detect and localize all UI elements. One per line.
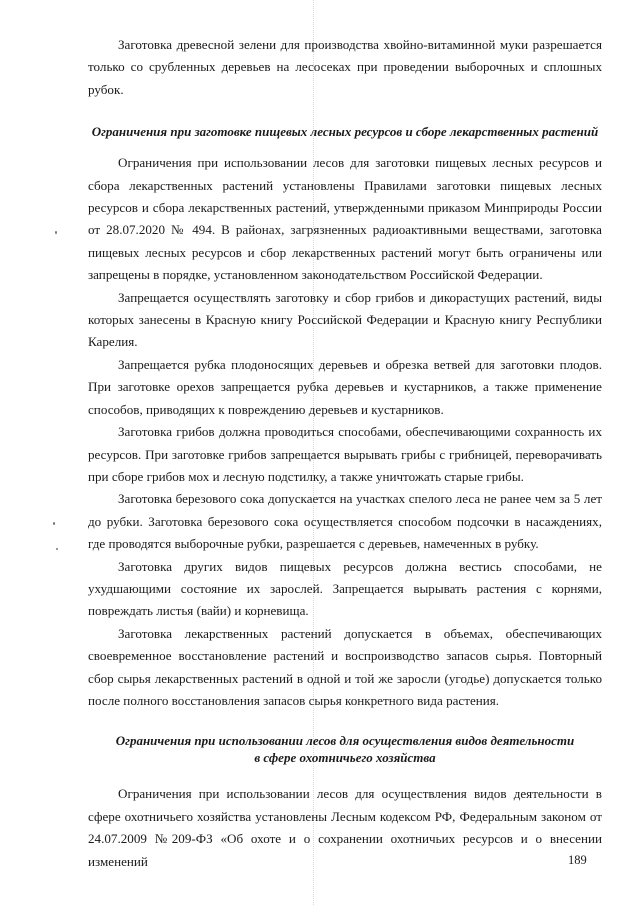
scan-speck xyxy=(53,522,55,525)
paragraph-hunting-restrictions: Ограничения при использовании лесов для осуществления видов деятельности в сфере охотничьего хозяйства установлены Лесным кодексом РФ, Федеральным законом от 24.07.2009 №209-ФЗ «Об охоте и о сохранении охотничьих ресурсов и о внесении изменений xyxy=(88,786,602,869)
paragraph-red-book: Запрещается осуществлять заготовку и сбор грибов и дикорастущих растений, виды которых занесены в Красную книгу Российской Федерации и Красную книгу Республики Карелия. xyxy=(88,289,602,350)
paragraph-medicinal-plants: Заготовка лекарственных растений допускается в объемах, обеспечивающих своевременное восстановление растений и воспроизводство запасов сырья. Повторный сбор сырья лекарственных растений в одной и той же заросли (угодье) допускается только после полного восстановления запасов сырья конкретного вида растения. xyxy=(88,625,602,708)
paragraph-restrictions-rules: Ограничения при использовании лесов для заготовки пищевых лесных ресурсов и сбора лекарственных растений установлены Правилами заготовки пищевых лесных ресурсов и сбора лекарственных растений, утвержденными приказом Минприроды России от 28.07.2020 № 494. В районах, загрязненных радиоактивными веществами, заготовка пищевых лесных ресурсов и сбор лекарственных растений могут быть ограничены или запрещены в порядке, установленном законодательством Российской Федерации. xyxy=(88,155,602,283)
scan-speck xyxy=(55,231,57,234)
scan-speck xyxy=(56,548,58,550)
document-page xyxy=(88,34,602,873)
intro-paragraph: Заготовка древесной зелени для производства хвойно-витаминной муки разрешается только со срубленных деревьев на лесосеках при проведении выборочных и сплошных рубок. xyxy=(88,37,602,97)
section-heading-hunting-line1: Ограничения при использовании лесов для осуществления видов деятельности xyxy=(115,733,575,749)
paragraph-birch-sap: Заготовка березового сока допускается на участках спелого леса не ранее чем за 5 лет до рубки. Заготовка березового сока осуществляется способом подсочки в насаждениях, где проводятся выборочные рубки, разрешается с деревьев, намеченных в рубку. xyxy=(88,491,602,552)
page-number: 189 xyxy=(568,853,587,867)
paragraph-mushrooms: Заготовка грибов должна проводиться способами, обеспечивающими сохранность их ресурсов. При заготовке грибов запрещается вырывать грибы с грибницей, переворачивать при сборе грибов мох и лесную подстилку, а также уничтожать старые грибы. xyxy=(88,424,602,484)
section-heading-forest-resources: Ограничения при заготовке пищевых лесных ресурсов и сборе лекарственных растений xyxy=(91,124,599,140)
paragraph-other-food-resources: Заготовка других видов пищевых ресурсов должна вестись способами, не ухудшающими состояние их зарослей. Запрещается вырывать растения с корнями, повреждать листья (вайи) и корневища. xyxy=(88,558,602,619)
paragraph-fruit-trees: Запрещается рубка плодоносящих деревьев и обрезка ветвей для заготовки плодов. При заготовке орехов запрещается рубка деревьев и кустарников, а также применение способов, приводящих к повреждению деревьев и кустарников. xyxy=(88,356,602,417)
section-heading-hunting xyxy=(88,732,602,766)
section-heading-hunting-line2: в сфере охотничьего хозяйства xyxy=(254,750,436,766)
